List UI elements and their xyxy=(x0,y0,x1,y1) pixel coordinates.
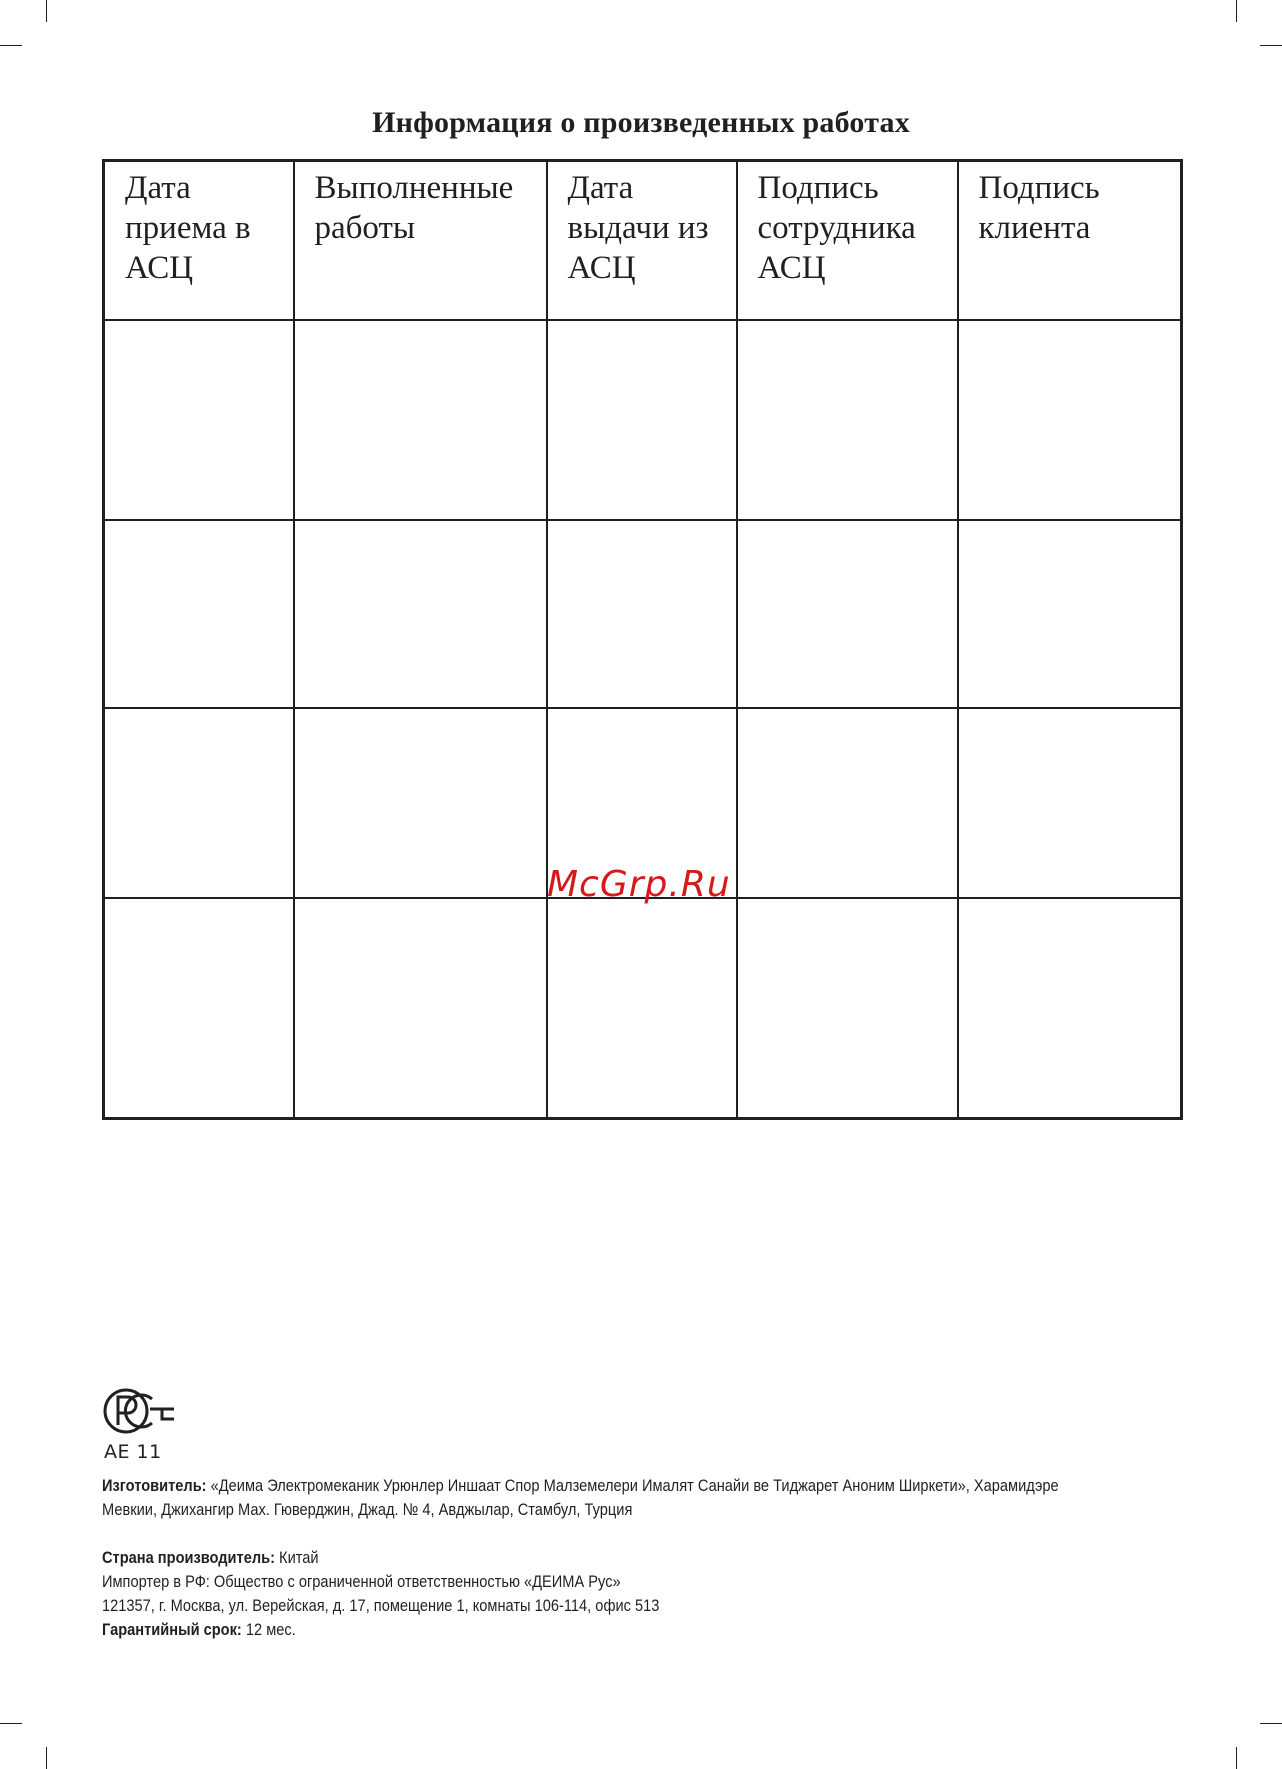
table-cell[interactable] xyxy=(737,898,958,1119)
table-cell[interactable] xyxy=(294,898,547,1119)
table-header-row xyxy=(104,161,1182,321)
table-row xyxy=(104,320,1182,520)
table-cell[interactable] xyxy=(294,708,547,898)
manufacturer-info-block xyxy=(102,1474,1187,1642)
warranty-line xyxy=(102,1618,1187,1642)
manufacturer-text: «Деима Электромеканик Урюнлер Иншаат Спор Малземелери Ималят Санайи ве Тиджарет Аноним Ширкети», Харамидэре xyxy=(206,1476,1059,1495)
country-label: Страна производитель: xyxy=(102,1548,275,1567)
table-cell[interactable] xyxy=(547,520,737,708)
table-cell[interactable] xyxy=(958,708,1182,898)
crop-mark xyxy=(1236,1747,1237,1769)
certification-code: АЕ 11 xyxy=(104,1441,162,1463)
header-date-issued: Дата выдачи из АСЦ xyxy=(547,161,737,321)
table-row xyxy=(104,520,1182,708)
watermark-text: McGrp.Ru xyxy=(547,864,731,905)
table-cell[interactable] xyxy=(104,520,294,708)
crop-mark xyxy=(46,0,47,22)
table-cell[interactable] xyxy=(958,320,1182,520)
page-title: Информация о произведенных работах xyxy=(372,106,910,139)
importer-address: 121357, г. Москва, ул. Верейская, д. 17, помещение 1, комнаты 106-114, офис 513 xyxy=(102,1596,660,1615)
table-cell[interactable] xyxy=(737,320,958,520)
header-works-performed: Выполненные работы xyxy=(294,161,547,321)
service-works-table xyxy=(102,159,1183,1120)
table-cell[interactable] xyxy=(737,708,958,898)
importer-line: Импортер в РФ: Общество с ограниченной ответственностью «ДЕИМА Рус» xyxy=(102,1572,621,1591)
table-cell[interactable] xyxy=(737,520,958,708)
table-row xyxy=(104,898,1182,1119)
table-cell[interactable] xyxy=(547,898,737,1119)
country-value: Китай xyxy=(274,1548,319,1567)
header-employee-signature: Подпись сотрудника АСЦ xyxy=(737,161,958,321)
header-date-received: Дата приема в АСЦ xyxy=(104,161,294,321)
table-cell[interactable] xyxy=(104,708,294,898)
table-cell[interactable] xyxy=(958,520,1182,708)
manufacturer-address: Мевкии, Джихангир Мах. Гюверджин, Джад. № 4, Авджылар, Стамбул, Турция xyxy=(102,1500,633,1519)
manufacturer-line xyxy=(102,1474,1187,1498)
crop-mark xyxy=(46,1747,47,1769)
crop-mark xyxy=(0,1723,22,1724)
crop-mark xyxy=(1260,1723,1282,1724)
crop-mark xyxy=(1260,45,1282,46)
manufacturer-label: Изготовитель: xyxy=(102,1476,207,1495)
table-cell[interactable] xyxy=(547,320,737,520)
warranty-value: 12 мес. xyxy=(241,1620,296,1639)
table-cell[interactable] xyxy=(294,520,547,708)
table-cell[interactable] xyxy=(104,320,294,520)
table-cell[interactable] xyxy=(104,898,294,1119)
rst-certification-mark-icon xyxy=(100,1385,180,1446)
table-cell[interactable] xyxy=(294,320,547,520)
table-cell[interactable] xyxy=(958,898,1182,1119)
header-client-signature: Подпись клиента xyxy=(958,161,1182,321)
crop-mark xyxy=(0,45,22,46)
warranty-label: Гарантийный срок: xyxy=(102,1620,242,1639)
crop-mark xyxy=(1236,0,1237,22)
country-line xyxy=(102,1546,1187,1570)
